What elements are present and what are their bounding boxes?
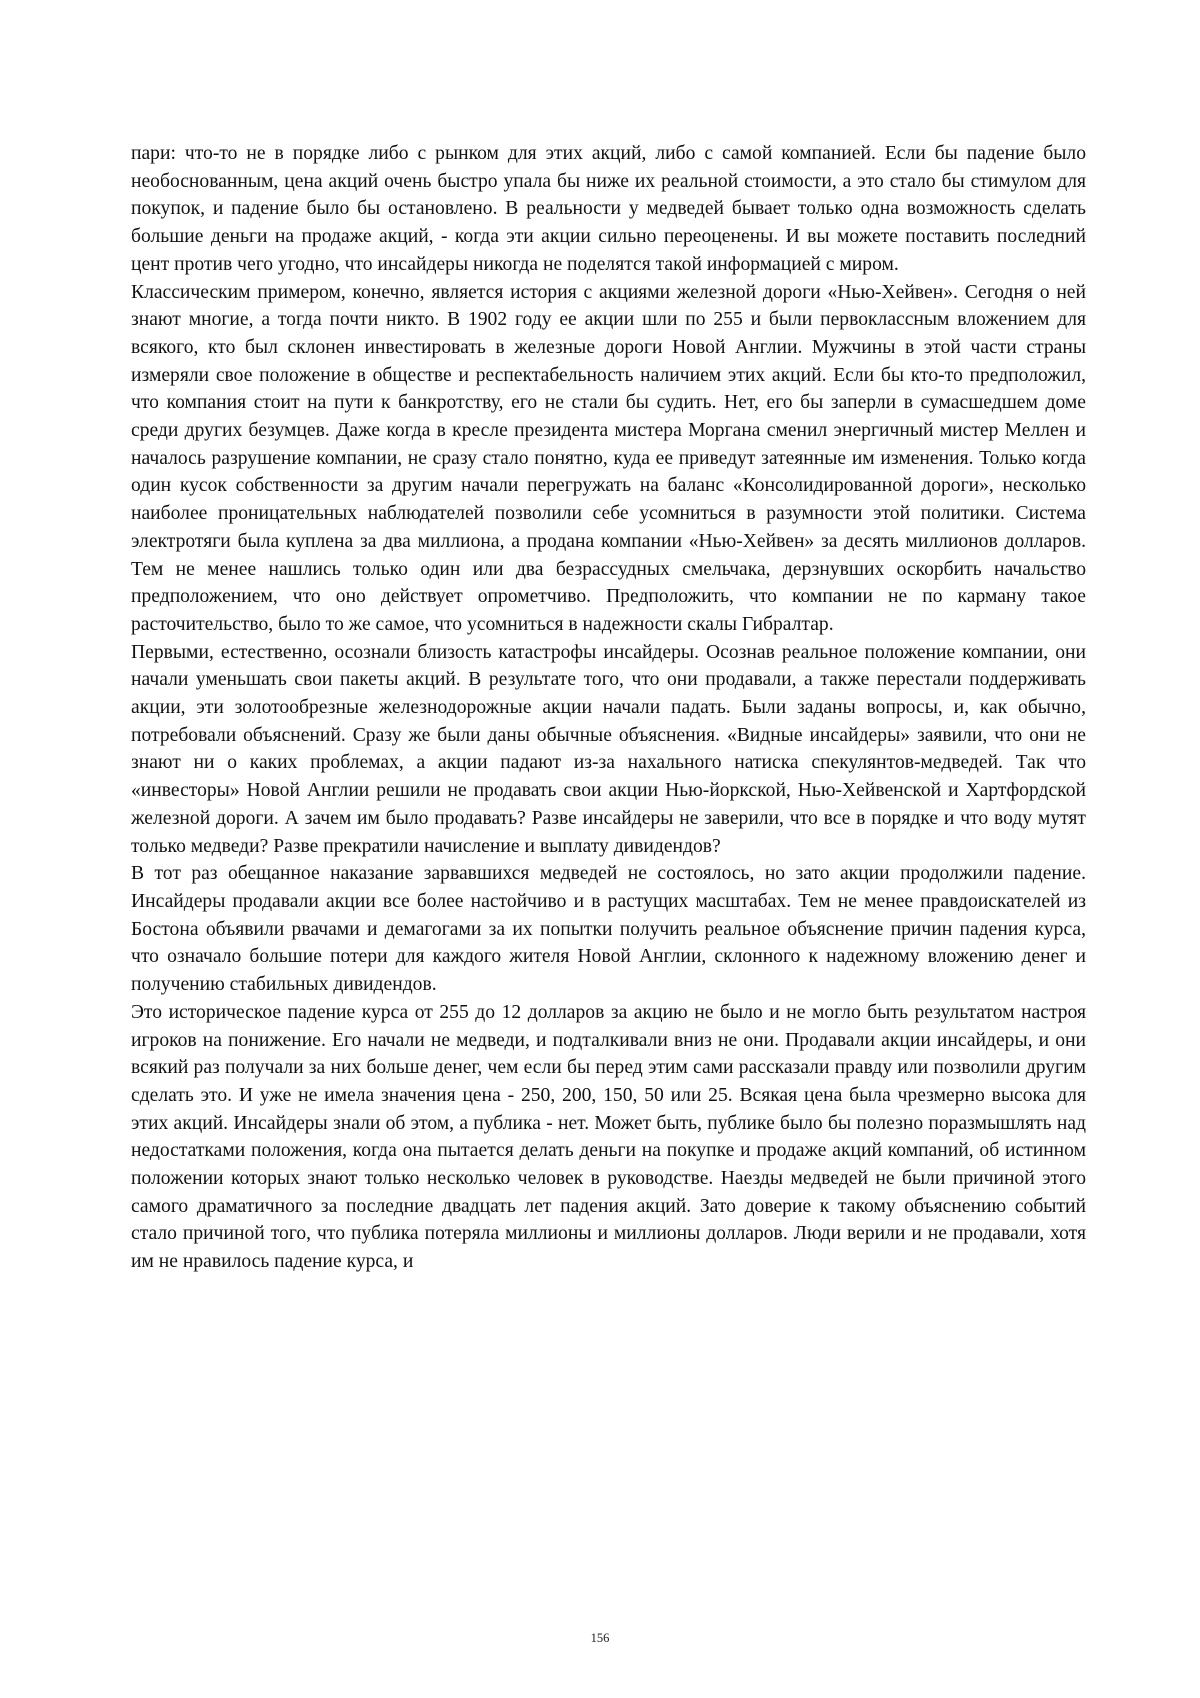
paragraph: В тот раз обещанное наказание зарвавшихся медведей не состоялось, но зато акции продолжили падение. Инсайдеры продавали акции все более настойчиво и в растущих масштабах. Тем не менее правдоискателей из Бостона объявили рвачами и демагогами за их попытки получить реальное объяснение причин падения курса, что означало большие потери для каждого жителя Новой Англии, склонного к надежному вложению денег и получению стабильных дивидендов. (131, 863, 1086, 996)
paragraph: пари: что-то не в порядке либо с рынком для этих акций, либо с самой компанией. Если бы падение было необоснованным, цена акций очень быстро упала бы ниже их реальной стоимости, а это стало бы стимулом для покупок, и падение было бы остановлено. В реальности у медведей бывает только одна возможность сделать большие деньги на продаже акций, - когда эти акции сильно переоценены. И вы можете поставить последний цент против чего угодно, что инсайдеры никогда не поделятся такой информацией с миром. (131, 143, 1086, 275)
paragraph: Классическим примером, конечно, является история с акциями железной дороги «Нью-Хейвен». Сегодня о ней знают многие, а тогда почти никто. В 1902 году ее акции шли по 255 и были первоклассным вложением для всякого, кто был склонен инвестировать в железные дороги Новой Англии. Мужчины в этой части страны измеряли свое положение в обществе и респектабельность наличием этих акций. Если бы кто-то предположил, что компания стоит на пути к банкротству, его не стали бы судить. Нет, его бы заперли в сумасшедшем доме среди других безумцев. Даже когда в кресле президента мистера Моргана сменил энергичный мистер Меллен и началось разрушение компании, не сразу стало понятно, куда ее приведут затеянные им изменения. Только когда один кусок собственности за другим начали перегружать на баланс «Консолидированной дороги», несколько наиболее проницательных наблюдателей позволили себе усомниться в разумности этой политики. Система электротяги была куплена за два миллиона, а продана компании «Нью-Хейвен» за десять миллионов долларов. Тем не менее нашлись только один или два безрассудных смельчака, дерзнувших оскорбить начальство предположением, что оно действует опрометчиво. Предположить, что компании не по карману такое расточительство, было то же самое, что усомниться в надежности скалы Гибралтар. (131, 281, 1086, 635)
body-text (131, 140, 1086, 1276)
page-number: 156 (590, 1631, 610, 1645)
paragraph: Это историческое падение курса от 255 до 12 долларов за акцию не было и не могло быть результатом настроя игроков на понижение. Его начали не медведи, и подталкивали вниз не они. Продавали акции инсайдеры, и они всякий раз получали за них больше денег, чем если бы перед этим сами рассказали правду или позволили другим сделать это. И уже не имела значения цена - 250, 200, 150, 50 или 25. Всякая цена была чрезмерно высока для этих акций. Инсайдеры знали об этом, а публика - нет. Может быть, публике было бы полезно поразмышлять над недостатками положения, когда она пытается делать деньги на покупке и продаже акций компаний, об истинном положении которых знают только несколько человек в руководстве. Наезды медведей не были причиной этого самого драматичного за последние двадцать лет падения акций. Зато доверие к такому объяснению событий стало причиной того, что публика потеряла миллионы и миллионы долларов. Люди верили и не продавали, хотя им не нравилось падение курса, и (131, 1001, 1086, 1273)
paragraph: Первыми, естественно, осознали близость катастрофы инсайдеры. Осознав реальное положение компании, они начали уменьшать свои пакеты акций. В результате того, что они продавали, а также перестали поддерживать акции, эти золотообрезные железнодорожные акции начали падать. Были заданы вопросы, и, как обычно, потребовали объяснений. Сразу же были даны обычные объяснения. «Видные инсайдеры» заявили, что они не знают ни о каких проблемах, а акции падают из-за нахального натиска спекулянтов-медведей. Так что «инвесторы» Новой Англии решили не продавать свои акции Нью-йоркской, Нью-Хейвенской и Хартфордской железной дороги. А зачем им было продавать? Разве инсайдеры не заверили, что все в порядке и что воду мутят только медведи? Разве прекратили начисление и выплату дивидендов? (131, 641, 1086, 857)
